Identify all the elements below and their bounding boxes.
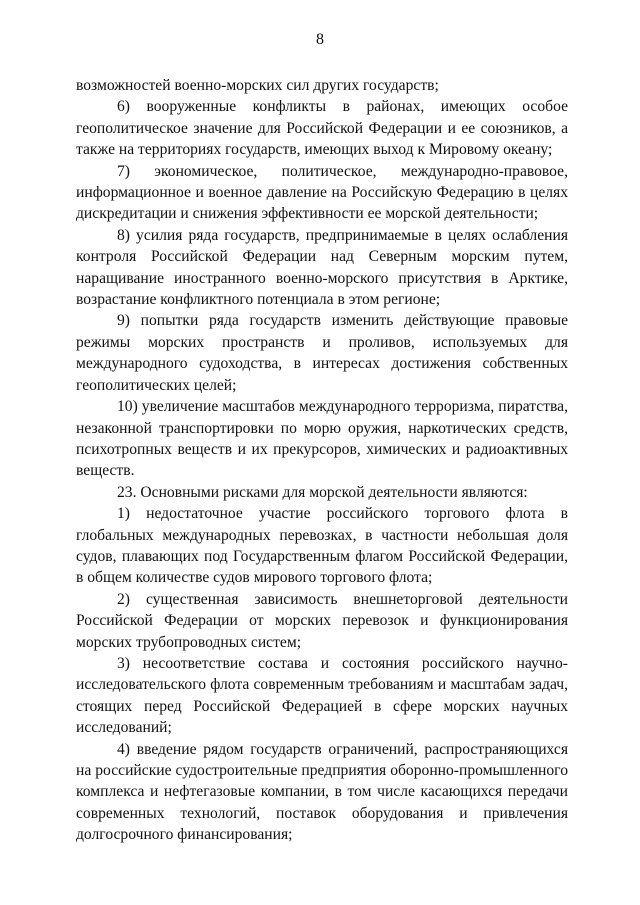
risk-item-3: 3) несоответствие состава и состояния российского научно-исследовательского флота современным требованиям и масштабам задач, стоящих перед Российской Федерацией в сфере морских научных исследований; — [76, 654, 568, 737]
paragraph-item-10: 10) увеличение масштабов международного терроризма, пиратства, незаконной транспортировки по морю оружия, наркотических средств, психотропных веществ и их прекурсоров, химических и радиоактивных веществ. — [76, 398, 568, 480]
page-number: 8 — [316, 31, 324, 48]
section-23-heading: 23. Основными рисками для морской деятельности являются: — [117, 483, 528, 501]
paragraph-item-8: 8) усилия ряда государств, предпринимаемые в целях ослабления контроля Российской Федерации над Северным морским путем, наращивание иностранного военно-морского присутствия в Арктике, возрастание конфликтного потенциала в этом регионе; — [76, 226, 568, 309]
risk-item-4: 4) введение рядом государств ограничений, распространяющихся на российские судостроительные предприятия оборонно-промышленного комплекса и нефтегазовые компании, в том числе касающихся передачи современных технологий, поставок оборудования и привлечения долгосрочного финансирования; — [76, 740, 568, 844]
document-body — [76, 75, 568, 846]
risk-item-2: 2) существенная зависимость внешнеторговой деятельности Российской Федерации от морских перевозок и функционирования морских трубопроводных систем; — [76, 590, 568, 651]
paragraph-item-7: 7) экономическое, политическое, международно-правовое, информационное и военное давление на Российскую Федерацию в целях дискредитации и снижения эффективности ее морской деятельности; — [76, 162, 568, 223]
paragraph-item-6: 6) вооруженные конфликты в районах, имеющих особое геополитическое значение для Российской Федерации и ее союзников, а также на территориях государств, имеющих выход к Мировому океану; — [76, 98, 568, 159]
paragraph-continuation: возможностей военно-морских сил других государств; — [76, 77, 439, 94]
paragraph-item-9: 9) попытки ряда государств изменить действующие правовые режимы морских пространств и проливов, используемых для международного судоходства, в интересах достижения собственных геополитических целей; — [76, 312, 568, 394]
risk-item-1: 1) недостаточное участие российского торгового флота в глобальных международных перевозках, в частности небольшая доля судов, плавающих под Государственным флагом Российской Федерации, в общем количестве судов мирового торгового флота; — [76, 505, 568, 587]
